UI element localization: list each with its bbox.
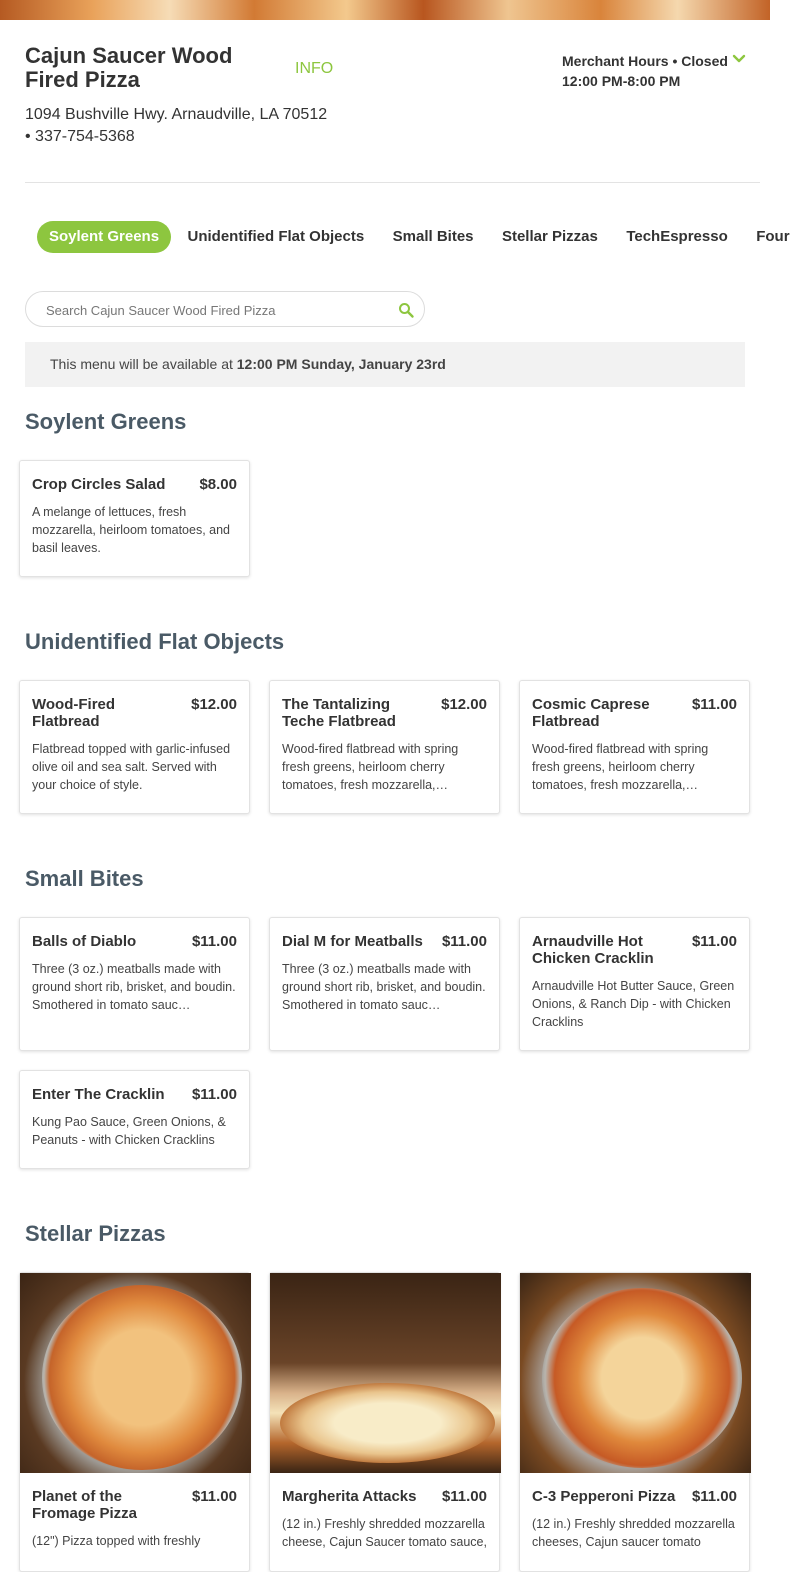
item-description: Three (3 oz.) meatballs made with ground short rib, brisket, and boudin. Smothered in tomato sauc… [32,962,236,1012]
info-link[interactable]: INFO [295,60,334,77]
item-name: The Tantalizing Teche Flatbread [282,696,396,730]
item-description: Kung Pao Sauce, Green Onions, & Peanuts - with Chicken Cracklins [32,1115,226,1147]
hero-image-strip [0,0,770,20]
section-title-soylent-greens: Soylent Greens [25,409,187,434]
menu-item-card[interactable] [519,1272,750,1572]
hours-status: Merchant Hours • Closed [562,53,728,69]
menu-item-card[interactable] [269,680,500,814]
item-name: Enter The Cracklin [32,1086,165,1103]
item-price: $11.00 [441,933,487,950]
item-price: $12.00 [441,696,487,713]
item-name: Margherita Attacks [282,1488,417,1505]
merchant-address [25,104,345,148]
section-title-small-bites: Small Bites [25,866,144,891]
item-price: $8.00 [199,476,237,493]
section-title-unidentified-flat-objects: Unidentified Flat Objects [25,629,285,654]
notice-time: 12:00 PM Sunday, January 23rd [236,356,446,372]
item-name: Arnaudville Hot Chicken Cracklin [532,933,654,967]
menu-search [25,291,425,327]
menu-item-card[interactable] [19,917,250,1051]
menu-item-card[interactable] [519,917,750,1051]
hours-time: 12:00 PM-8:00 PM [562,73,681,89]
category-tabs [37,221,790,253]
item-description: Wood-fired flatbread with spring fresh greens, heirloom cherry tomatoes, fresh mozzarella,… [532,742,709,792]
item-description: (12 in.) Freshly shredded mozzarella cheese, Cajun Saucer tomato sauce, [282,1517,487,1549]
item-name: Crop Circles Salad [32,476,166,493]
menu-item-card[interactable] [19,680,250,814]
item-price: $11.00 [441,1488,487,1505]
address-line: 1094 Bushville Hwy. Arnaudville, LA 70512 [25,106,328,123]
merchant-hours[interactable] [562,51,762,91]
menu-item-card[interactable] [19,1272,250,1572]
item-price: $11.00 [691,1488,737,1505]
menu-item-card[interactable] [269,1272,500,1572]
item-name: Planet of the Fromage Pizza [32,1488,138,1522]
tab-techespresso[interactable]: TechEspresso [626,228,728,245]
tab-stellar-pizzas[interactable]: Stellar Pizzas [501,228,598,245]
item-name: Cosmic Caprese Flatbread [532,696,650,730]
search-icon[interactable] [398,302,414,318]
chevron-down-icon[interactable] [731,52,747,66]
section-title-stellar-pizzas: Stellar Pizzas [25,1221,166,1246]
menu-item-card[interactable] [19,1070,250,1169]
item-description: (12") Pizza topped with freshly [32,1534,201,1548]
item-name: Balls of Diablo [32,933,137,950]
item-description: A melange of lettuces, fresh mozzarella, heirloom tomatoes, and basil leaves. [32,505,231,555]
item-photo [20,1273,251,1473]
item-photo [270,1273,501,1473]
item-price: $11.00 [191,1488,237,1505]
notice-prefix: This menu will be available at [50,356,233,372]
item-price: $12.00 [191,696,237,713]
tab-unidentified-flat-objects[interactable]: Unidentified Flat Objects [187,228,365,245]
item-name: Dial M for Meatballs [282,933,423,950]
tab-soylent-greens[interactable]: Soylent Greens [37,221,171,253]
menu-item-card[interactable] [269,917,500,1051]
phone-line: • 337-754-5368 [25,128,135,145]
item-description: Flatbread topped with garlic-infused olive oil and sea salt. Served with your choice of style. [32,742,231,792]
tab-four[interactable]: Four [756,228,790,245]
item-description: Wood-fired flatbread with spring fresh greens, heirloom cherry tomatoes, fresh mozzarella,… [282,742,459,792]
search-input[interactable] [46,301,376,319]
menu-item-card[interactable] [19,460,250,577]
item-price: $11.00 [191,1086,237,1103]
merchant-name: Cajun Saucer Wood Fired Pizza [25,43,233,92]
item-description: Arnaudville Hot Butter Sauce, Green Onions, & Ranch Dip - with Chicken Cracklins [532,979,735,1029]
tab-small-bites[interactable]: Small Bites [392,228,474,245]
item-price: $11.00 [191,933,237,950]
item-description: (12 in.) Freshly shredded mozzarella cheeses, Cajun saucer tomato [532,1517,735,1549]
item-name: C-3 Pepperoni Pizza [532,1488,676,1505]
menu-item-card[interactable] [519,680,750,814]
item-description: Three (3 oz.) meatballs made with ground short rib, brisket, and boudin. Smothered in tomato sauc… [282,962,486,1012]
item-name: Wood-Fired Flatbread [32,696,116,730]
header-divider [25,182,760,183]
item-price: $11.00 [691,696,737,713]
item-price: $11.00 [691,933,737,950]
item-photo [520,1273,751,1473]
availability-notice [25,342,745,387]
